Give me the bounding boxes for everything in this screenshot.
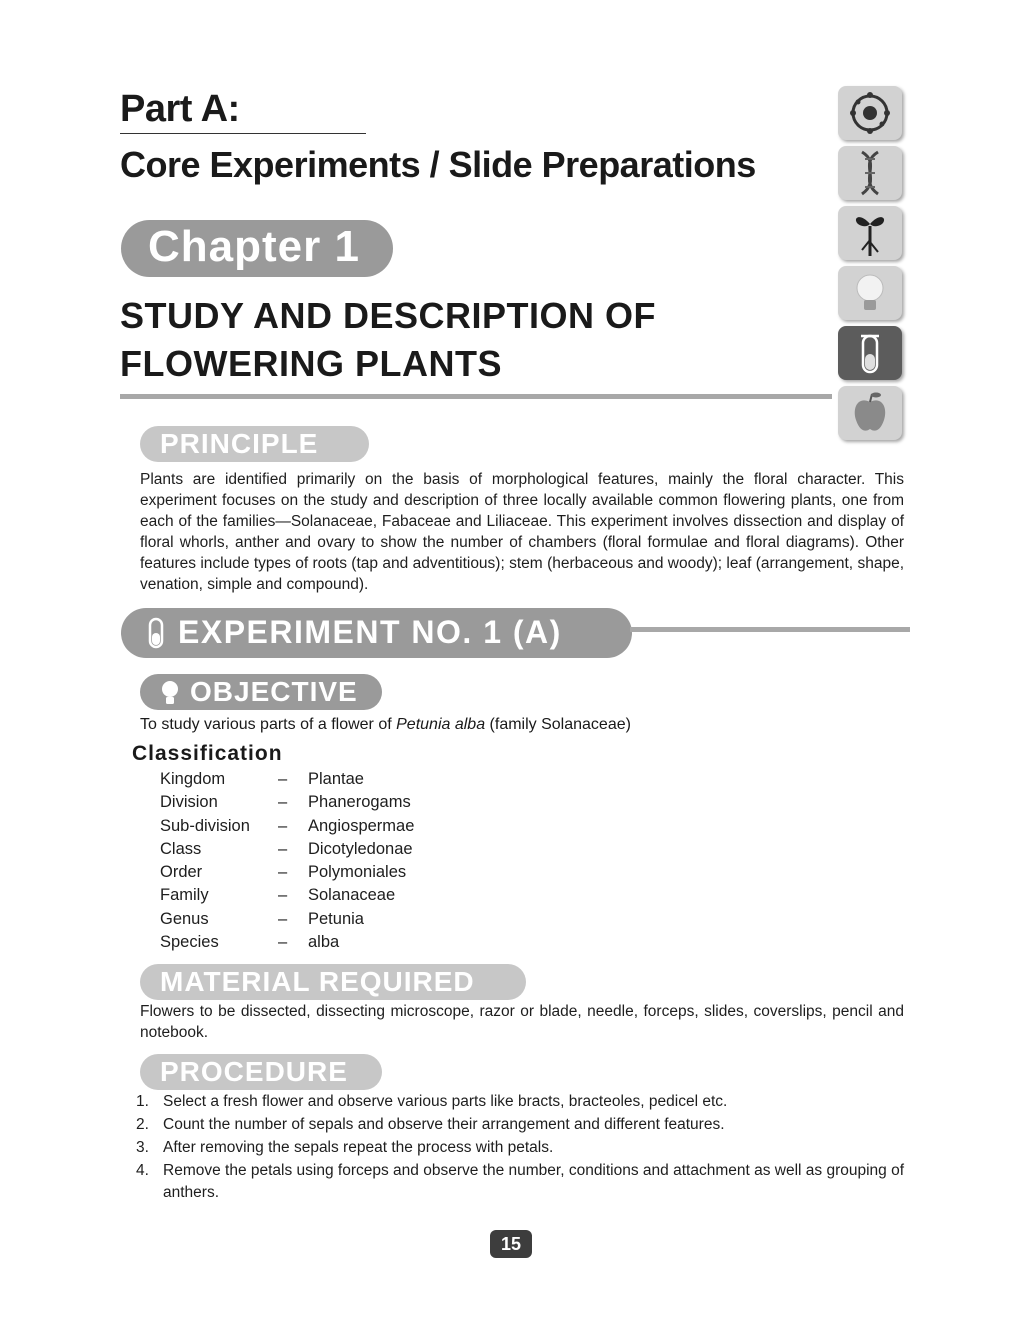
classification-dash: –: [278, 863, 288, 882]
material-text: Flowers to be dissected, dissecting microscope, razor or blade, needle, forceps, slides, coverslips, pencil and notebook.: [140, 1003, 904, 1041]
classification-value: alba: [308, 933, 340, 952]
plant-icon: [838, 206, 902, 260]
cell-icon: [838, 86, 902, 140]
classification-dash: –: [278, 933, 288, 952]
classification-row: [160, 861, 414, 884]
part-label: Part A:: [120, 88, 240, 130]
objective-text-before: To study various parts of a flower of: [140, 716, 397, 733]
procedure-step-number: 1.: [136, 1093, 149, 1110]
classification-rank: Kingdom: [160, 770, 226, 788]
section-title: Core Experiments / Slide Preparations: [120, 144, 756, 185]
apple-icon: [838, 386, 902, 440]
material-heading: MATERIAL REQUIRED: [160, 966, 475, 997]
classification-row: [160, 768, 414, 791]
procedure-step-number: 4.: [136, 1162, 149, 1179]
classification-rank: Sub-division: [160, 816, 250, 835]
classification-rank: Species: [160, 933, 219, 952]
classification-dash: –: [278, 793, 288, 812]
page-title-line2: FLOWERING PLANTS: [120, 343, 502, 384]
page-title: [120, 292, 656, 388]
classification-dash: –: [278, 839, 288, 858]
test-tube-icon: [838, 326, 902, 380]
classification-dash: –: [278, 816, 288, 835]
principle-heading: PRINCIPLE: [160, 428, 319, 459]
procedure-list: [136, 1091, 906, 1205]
procedure-step-number: 3.: [136, 1139, 149, 1156]
procedure-step: [136, 1160, 906, 1203]
classification-table: [160, 768, 414, 954]
experiment-divider: [630, 627, 910, 632]
experiment-title: EXPERIMENT NO. 1 (A): [178, 614, 562, 650]
classification-value: Dicotyledonae: [308, 839, 413, 858]
procedure-heading: PROCEDURE: [160, 1056, 348, 1087]
classification-rank: Class: [160, 839, 202, 858]
classification-rank: Order: [160, 863, 203, 882]
dna-icon: [838, 146, 902, 200]
classification-rank: Division: [160, 793, 218, 812]
bulb-icon: [160, 679, 180, 712]
objective-text: [140, 716, 631, 734]
page-number: 15: [490, 1230, 532, 1258]
classification-row: [160, 815, 414, 838]
bulb-icon: [838, 266, 902, 320]
procedure-step: [136, 1091, 906, 1113]
objective-text-after: (family Solanaceae): [485, 716, 631, 733]
title-divider: [120, 394, 832, 399]
procedure-step: [136, 1114, 906, 1136]
test-tube-icon: [147, 617, 165, 654]
classification-dash: –: [278, 770, 288, 788]
classification-heading: Classification: [132, 742, 283, 765]
classification-value: Polymoniales: [308, 863, 407, 882]
procedure-step-text: Remove the petals using forceps and observe the number, conditions and attachment as well as grouping of anthers.: [163, 1162, 905, 1201]
principle-text: Plants are identified primarily on the basis of morphological features, mainly the floral character. This experiment focuses on the study and description of three locally available common flowering plants, one from each of the families—Solanaceae, Fabaceae and Liliaceae. This experiment involves dissection and display of floral whorls, anther and ovary to show the number of chambers (floral formulae and floral diagrams). Other features include types of roots (tap and adventitious); stem (herbaceous and woody); leaf (arrangement, shape, venation, simple and compound).: [140, 471, 904, 593]
chapter-label: Chapter 1: [148, 222, 360, 271]
classification-value: Angiospermae: [308, 816, 415, 835]
classification-row: [160, 908, 414, 931]
classification-dash: –: [278, 886, 288, 905]
classification-value: Petunia: [308, 909, 364, 928]
classification-rank: Genus: [160, 909, 209, 928]
classification-row: [160, 884, 414, 907]
objective-species: Petunia alba: [396, 716, 486, 733]
page-title-line1: STUDY AND DESCRIPTION OF: [120, 295, 657, 336]
classification-value: Solanaceae: [308, 886, 396, 905]
procedure-step-number: 2.: [136, 1116, 149, 1133]
procedure-step-text: Select a fresh flower and observe various parts like bracts, bracteoles, pedicel etc.: [163, 1093, 728, 1110]
classification-dash: –: [278, 909, 288, 928]
classification-value: Plantae: [308, 770, 364, 788]
classification-value: Phanerogams: [308, 793, 411, 812]
objective-heading: OBJECTIVE: [190, 676, 358, 707]
procedure-step-text: Count the number of sepals and observe their arrangement and different features.: [163, 1116, 725, 1133]
classification-row: [160, 838, 414, 861]
classification-rank: Family: [160, 886, 209, 905]
procedure-step: [136, 1137, 906, 1159]
part-underline: [120, 133, 366, 134]
classification-row: [160, 791, 414, 814]
procedure-step-text: After removing the sepals repeat the process with petals.: [163, 1139, 554, 1156]
classification-row: [160, 931, 414, 954]
